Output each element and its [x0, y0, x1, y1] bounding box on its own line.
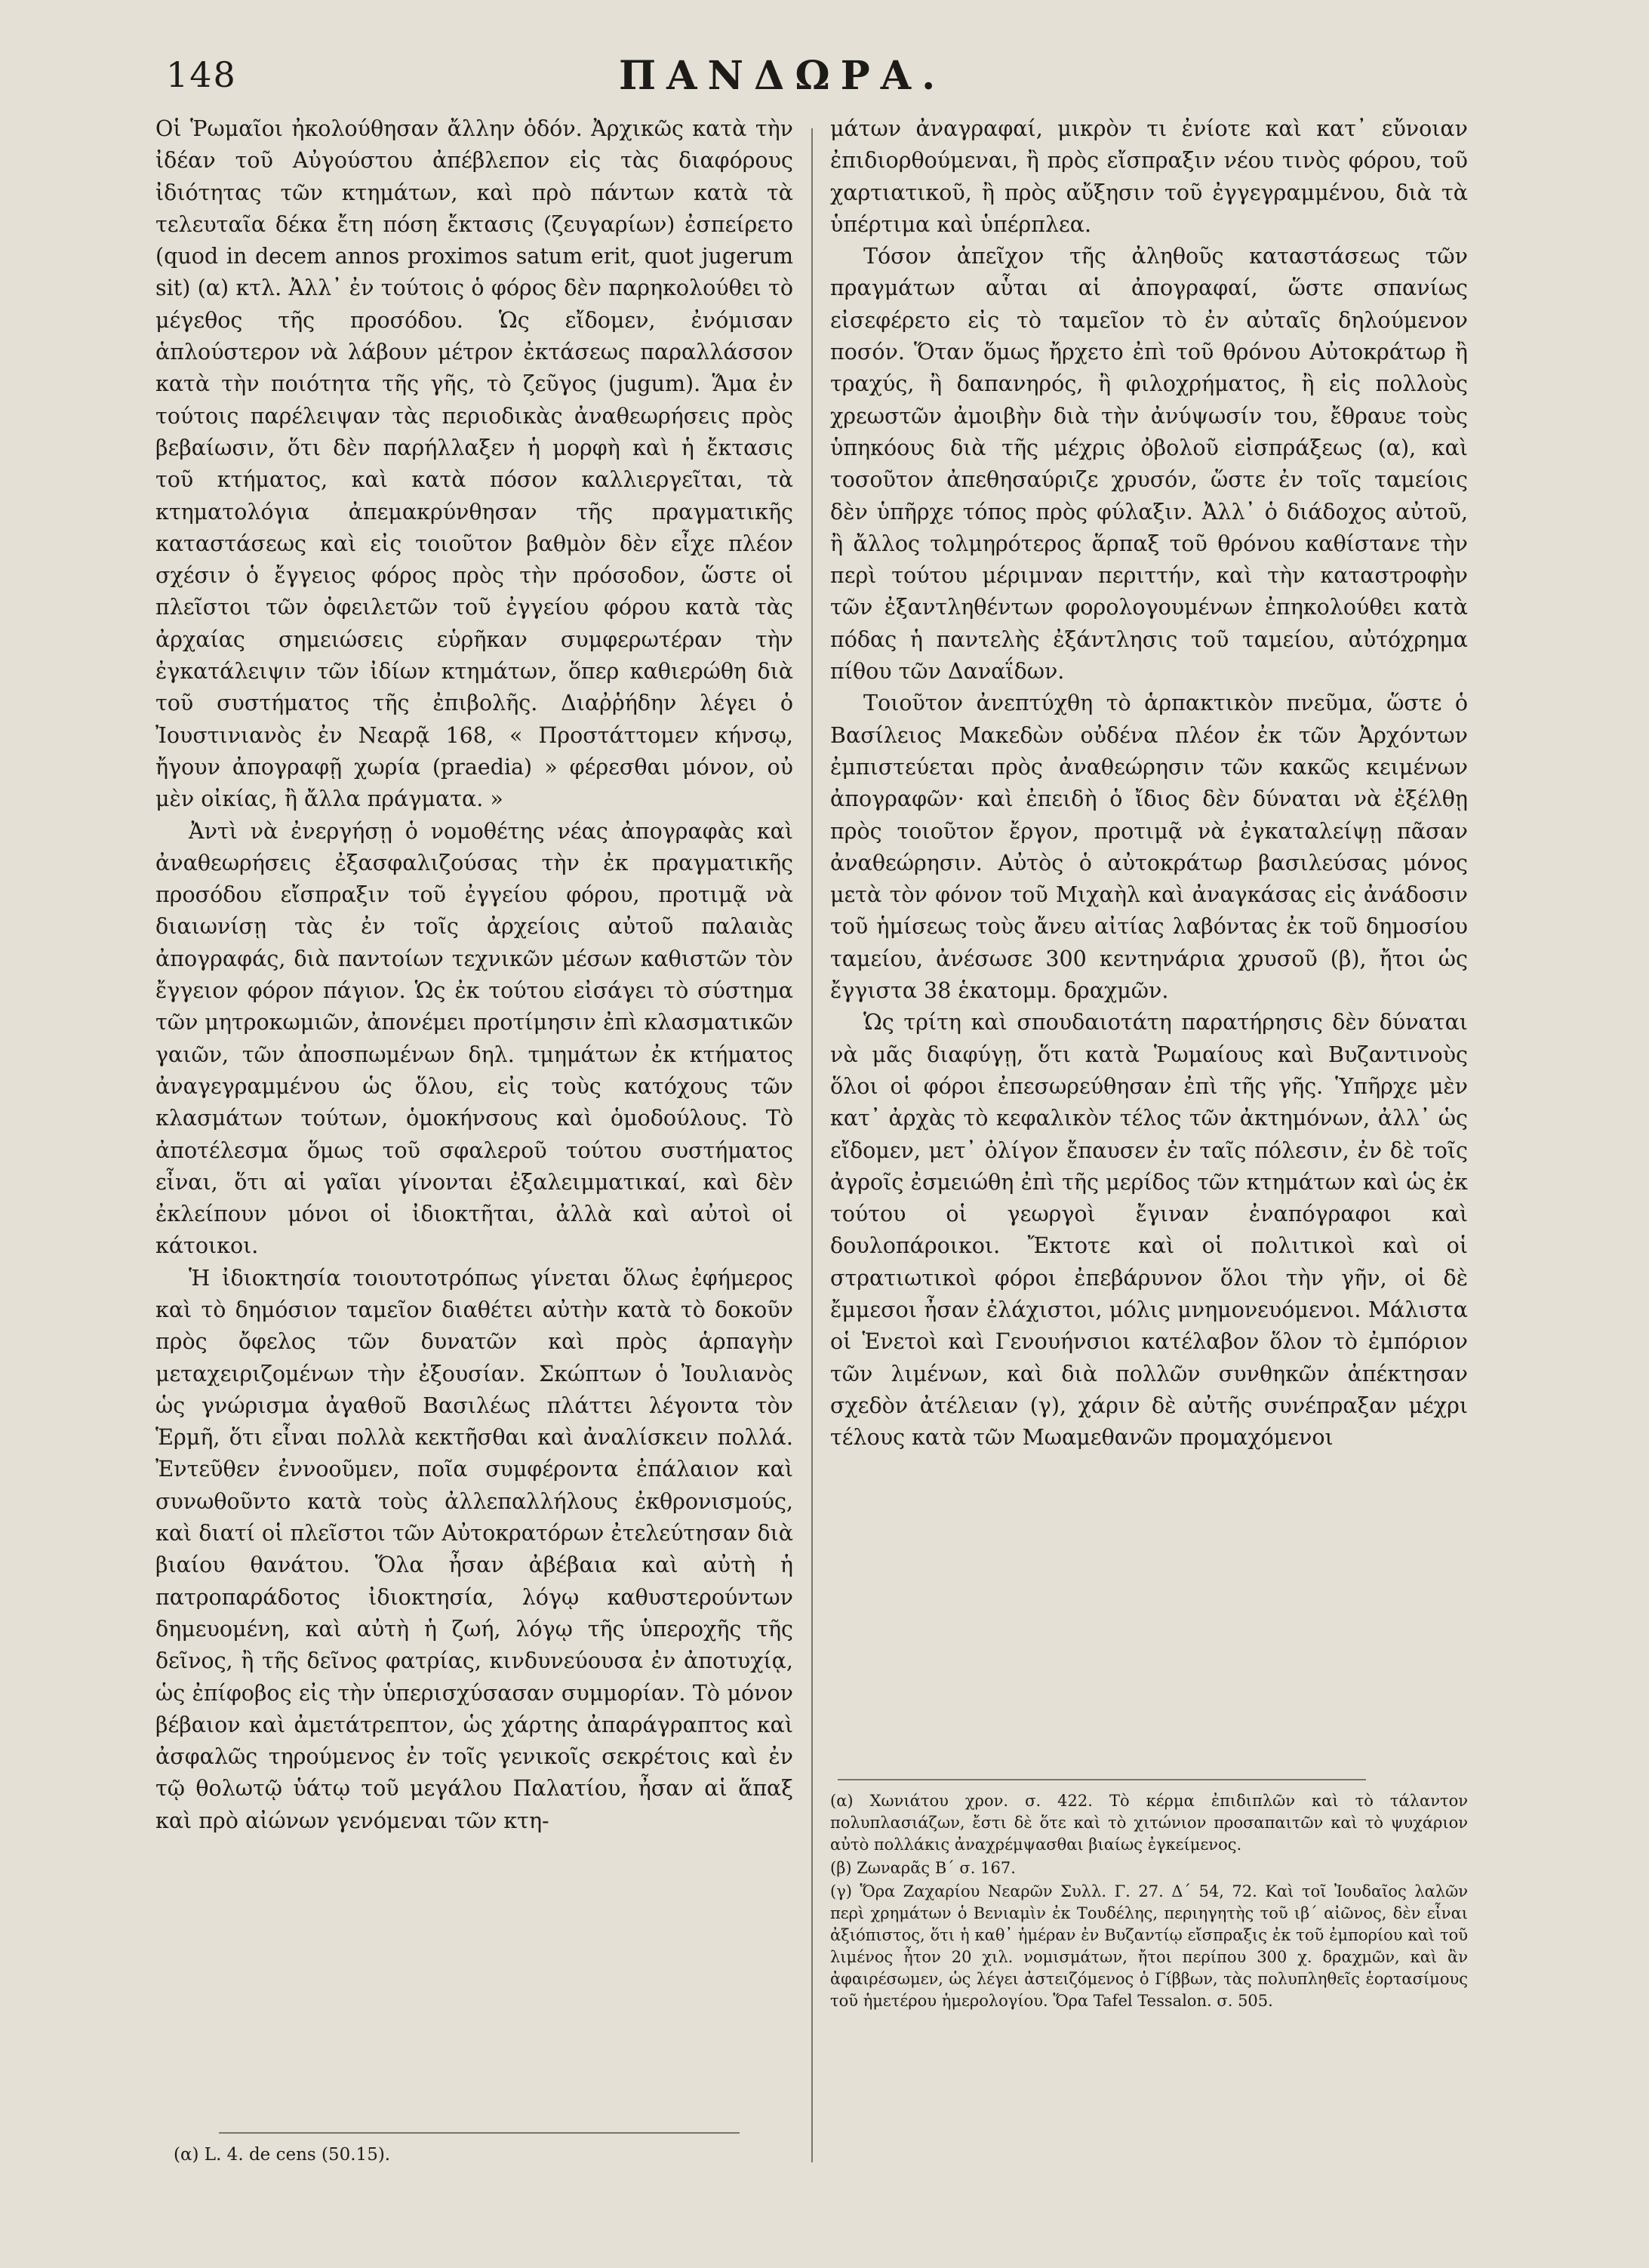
- running-title: ΠΑΝΔΩΡΑ.: [619, 53, 946, 99]
- column-divider: [811, 128, 813, 2162]
- paragraph: μάτων ἀναγραφαί, μικρὸν τι ἐνίοτε καὶ κατ᾽ εὔνοιαν ἐπιδιορθούμεναι, ἢ πρὸς εἴσπραξιν νέου τινὸς φόρου, τοῦ χαρτιατικοῦ, ἢ πρὸς αὔξησιν τοῦ ἐγγεγραμμένου, διὰ τὰ ὑπέρτιμα καὶ ὑπέρπλεα.: [830, 116, 1468, 237]
- paragraph: Ὡς τρίτη καὶ σπουδαιοτάτη παρατήρησις δὲν δύναται νὰ μᾶς διαφύγῃ, ὅτι κατὰ Ῥωμαίους καὶ Βυζαντινοὺς ὅλοι οἱ φόροι ἐπεσωρεύθησαν ἐπὶ τῆς γῆς. Ὑπῆρχε μὲν κατ᾽ ἀρχὰς τὸ κεφαλικὸν τέλος τῶν ἀκτημόνων, ἀλλ᾽ ὡς εἴδομεν, μετ᾽ ὀλίγον ἔπαυσεν ἐν ταῖς πόλεσιν, ἐν δὲ τοῖς ἀγροῖς ἐσμειώθη ἐπὶ τῆς μερίδος τῶν κτημάτων καὶ ὡς ἐκ τούτου οἱ γεωργοὶ ἔγιναν ἐναπόγραφοι καὶ δουλοπάροικοι. Ἔκτοτε καὶ οἱ πολιτικοὶ καὶ οἱ στρατιωτικοὶ φόροι ἐπεβάρυνον ὅλοι τὴν γῆν, οἱ δὲ ἔμμεσοι ἦσαν ἐλάχιστοι, μόλις μνημονευόμενοι. Μάλιστα οἱ Ἑνετοὶ καὶ Γενουήνσιοι κατέλαβον ὅλον τὸ ἐμπόριον τῶν λιμένων, καὶ διὰ πολλῶν συνθηκῶν ἀπέκτησαν σχεδὸν ἀτέλειαν (γ), χάριν δὲ αὐτῆς συνέπραξαν μέχρι τέλους κατὰ τῶν Μωαμεθανῶν προμαχόμενοι: [830, 1010, 1468, 1451]
- page-number: 148: [166, 54, 237, 95]
- paragraph: Οἱ Ῥωμαῖοι ἠκολούθησαν ἄλλην ὁδόν. Ἀρχικῶς κατὰ τὴν ἰδέαν τοῦ Αὐγούστου ἀπέβλεπον εἰς τὰς διαφόρους ἰδιότητας τῶν κτημάτων, καὶ πρὸ πάντων κατὰ τὰ τελευταῖα δέκα ἔτη πόση ἔκτασις (ζευγαρίων) ἐσπείρετο (quod in decem annos proximos satum erit, quot jugerum sit) (α) κτλ. Ἀλλ᾽ ἐν τούτοις ὁ φόρος δὲν παρηκολούθει τὸ μέγεθος τῆς προσόδου. Ὡς εἴδομεν, ἐνόμισαν ἁπλούστερον νὰ λάβουν μέτρον ἐκτάσεως παραλλάσσον κατὰ τὴν ποιότητα τῆς γῆς, τὸ ζεῦγος (jugum). Ἅμα ἐν τούτοις παρέλειψαν τὰς περιοδικὰς ἀναθεωρήσεις πρὸς βεβαίωσιν, ὅτι δὲν παρήλλαξεν ἡ μορφὴ καὶ ἡ ἔκτασις τοῦ κτήματος, καὶ κατὰ πόσον καλλιεργεῖται, τὰ κτηματολόγια ἀπεμακρύνθησαν τῆς πραγματικῆς καταστάσεως καὶ εἰς τοιοῦτον βαθμὸν δὲν εἶχε πλέον σχέσιν ὁ ἔγγειος φόρος πρὸς τὴν πρόσοδον, ὥστε οἱ πλεῖστοι τῶν ὀφειλετῶν τοῦ ἐγγείου φόρου κατὰ τὰς ἀρχαίας σημειώσεις εὑρῆκαν συμφερωτέραν τὴν ἐγκατάλειψιν τῶν ἰδίων κτημάτων, ὅπερ καθιερώθη διὰ τοῦ συστήματος τῆς ἐπιβολῆς. Διαῤῥήδην λέγει ὁ Ἰουστινιανὸς ἐν Νεαρᾷ 168, « Προστάττομεν κήνσῳ, ἤγουν ἀπογραφῇ χωρία (praedia) » φέρεσθαι μόνον, οὐ μὲν οἰκίας, ἢ ἄλλα πράγματα. »: [155, 116, 793, 812]
- footnote-left: (α) L. 4. de cens (50.15).: [174, 2145, 391, 2165]
- paragraph: Τόσον ἀπεῖχον τῆς ἀληθοῦς καταστάσεως τῶν πραγμάτων αὗται αἱ ἀπογραφαί, ὥστε σπανίως εἰσεφέρετο εἰς τὸ ταμεῖον τὸ ἐν αὐταῖς δηλούμενον ποσόν. Ὅταν ὅμως ἤρχετο ἐπὶ τοῦ θρόνου Αὐτοκράτωρ ἢ τραχύς, ἢ δαπανηρός, ἢ φιλοχρήματος, ἢ εἰς πολλοὺς χρεωστῶν ἀμοιβὴν διὰ τὴν ἀνύψωσίν του, ἔθραυε τοὺς ὑπηκόους διὰ τῆς μέχρις ὀβολοῦ εἰσπράξεως (α), καὶ τοσοῦτον ἀπεθησαύριζε χρυσόν, ὥστε ἐν τοῖς ταμείοις δὲν ὑπῆρχε τόπος πρὸς φύλαξιν. Ἀλλ᾽ ὁ διάδοχος αὐτοῦ, ἢ ἄλλος τολμηρότερος ἅρπαξ τοῦ θρόνου καθίστανε τὴν περὶ τούτου μέριμναν περιττήν, καὶ τὴν καταστροφὴν τῶν ἐξαντληθέντων φορολογουμένων ἐπηκολούθει κατὰ πόδας ἡ παντελὴς ἐξάντλησις τοῦ ταμείου, αὐτόχρημα πίθου τῶν Δαναΐδων.: [830, 244, 1468, 685]
- paragraph: Ἡ ἰδιοκτησία τοιουτοτρόπως γίνεται ὅλως ἐφήμερος καὶ τὸ δημόσιον ταμεῖον διαθέτει αὐτὴν κατὰ τὸ δοκοῦν πρὸς ὄφελος τῶν δυνατῶν καὶ πρὸς ἁρπαγὴν μεταχειριζομένων τὴν ἐξουσίαν. Σκώπτων ὁ Ἰουλιανὸς ὡς γνώρισμα ἀγαθοῦ Βασιλέως πλάττει λέγοντα τὸν Ἑρμῆ, ὅτι εἶναι πολλὰ κεκτῆσθαι καὶ ἀναλίσκειν πολλά. Ἐντεῦθεν ἐννοοῦμεν, ποῖα συμφέροντα ἐπάλαιον καὶ συνωθοῦντο κατὰ τοὺς ἀλλεπαλλήλους ἐκθρονισμούς, καὶ διατί οἱ πλεῖστοι τῶν Αὐτοκρατόρων ἐτελεύτησαν διὰ βιαίου θανάτου. Ὅλα ἦσαν ἀβέβαια καὶ αὐτὴ ἡ πατροπαράδοτος ἰδιοκτησία, λόγῳ καθυστερούντων δημευομένη, καὶ αὐτὴ ἡ ζωή, λόγῳ τῆς ὑπεροχῆς τῆς δεῖνος, ἢ τῆς δεῖνος φατρίας, κινδυνεύουσα ἐν ἀποτυχίᾳ, ὡς ἐπίφοβος εἰς τὴν ὑπερισχύσασαν συμμορίαν. Τὸ μόνον βέβαιον καὶ ἀμετάτρεπτον, ὡς χάρτης ἀπαράγραπτος καὶ ἀσφαλῶς τηρούμενος ἐν τοῖς γενικοῖς σεκρέτοις καὶ ἐν τῷ θολωτῷ ὑάτῳ τοῦ μεγάλου Παλατίου, ἦσαν αἱ ἅπαξ καὶ πρὸ αἰώνων γενόμεναι τῶν κτη-: [155, 1265, 793, 1833]
- running-head: [166, 53, 947, 99]
- paragraph: Τοιοῦτον ἀνεπτύχθη τὸ ἁρπακτικὸν πνεῦμα, ὥστε ὁ Βασίλειος Μακεδὼν οὐδένα πλέον ἐκ τῶν Ἀρχόντων ἐμπιστεύεται πρὸς ἀναθεώρησιν τῶν κακῶς κειμένων ἀπογραφῶν· καὶ ἐπειδὴ ὁ ἴδιος δὲν δύναται νὰ ἐξέλθῃ πρὸς τοιοῦτον ἔργον, προτιμᾷ νὰ ἐγκαταλείψῃ πᾶσαν ἀναθεώρησιν. Αὐτὸς ὁ αὐτοκράτωρ βασιλεύσας μόνος μετὰ τὸν φόνον τοῦ Μιχαὴλ καὶ ἀναγκάσας εἰς ἀνάδοσιν τοῦ ἡμίσεως τοὺς ἄνευ αἰτίας λαβόντας ἐκ τοῦ δημοσίου ταμείου, ἀνέσωσε 300 κεντηνάρια χρυσοῦ (β), ἤτοι ὡς ἔγγιστα 38 ἑκατομμ. δραχμῶν.: [830, 691, 1468, 1004]
- footnote: (γ) Ὅρα Ζαχαρίου Νεαρῶν Συλλ. Γ. 27. Δ΄ 54, 72. Καὶ τοῖ Ἰουδαῖος λαλῶν περὶ χρημάτων ὁ Βενιαμὶν ἐκ Τουδέλης, περιηγητὴς τοῦ ιβ΄ αἰῶνος, δὲν εἶναι ἀξιόπιστος, ὅτι ἡ καθ᾽ ἡμέραν ἐν Βυζαντίῳ εἴσπραξις ἐκ τοῦ ἐμπορίου καὶ τοῦ λιμένος ἦτον 20 χιλ. νομισμάτων, ἤτοι περίπου 300 χ. δραχμῶν, καὶ ἂν ἀφαιρέσωμεν, ὡς λέγει ἀστειζόμενος ὁ Γίββων, τὰς πολυπληθεῖς ἑορτασίμους τοῦ ἡμετέρου ἡμερολογίου. Ὅρα Tafel Tessalon. σ. 505.: [830, 1882, 1468, 2010]
- footnotes-right: [830, 1790, 1468, 2014]
- paragraph: Ἀντὶ νὰ ἐνεργήσῃ ὁ νομοθέτης νέας ἀπογραφὰς καὶ ἀναθεωρήσεις ἐξασφαλιζούσας τὴν ἐκ πραγματικῆς προσόδου εἴσπραξιν τοῦ ἐγγείου φόρου, προτιμᾷ νὰ διαιωνίσῃ τὰς ἐν τοῖς ἀρχείοις αὐτοῦ παλαιὰς ἀπογραφάς, διὰ παντοίων τεχνικῶν μέσων καθιστῶν τὸν ἔγγειον φόρον πάγιον. Ὡς ἐκ τούτου εἰσάγει τὸ σύστημα τῶν μητροκωμιῶν, ἀπονέμει προτίμησιν ἐπὶ κλασματικῶν γαιῶν, τῶν ἀποσπωμένων δηλ. τμημάτων ἐκ κτήματος ἀναγεγραμμένου ὡς ὅλου, εἰς τοὺς κατόχους τῶν κλασμάτων τούτων, ὁμοκήνσους καὶ ὁμοδούλους. Τὸ ἀποτέλεσμα ὅμως τοῦ σφαλεροῦ τούτου συστήματος εἶναι, ὅτι αἱ γαῖαι γίνονται ἐξαλειμματικαί, καὶ δὲν ἐκλείπουν μόνοι οἱ ἰδιοκτῆται, ἀλλὰ καὶ αὐτοὶ οἱ κάτοικοι.: [155, 818, 793, 1259]
- footnote-rule: [838, 1779, 1366, 1780]
- footnote: (β) Ζωναρᾶς Β΄ σ. 167.: [830, 1859, 1016, 1877]
- footnote-rule: [219, 2132, 740, 2134]
- footnote: (α) Χωνιάτου χρον. σ. 422. Τὸ κέρμα ἐπιδιπλῶν καὶ τὸ τάλαντον πολυπλασιάζων, ἔστι δὲ ὅτε καὶ τὸ χιτώνιον προσαπαιτῶν καὶ τὸ ψυχάριον αὐτὸ πολλάκις ἀναχρέμψασθαι βιαίως ἐγκείμενος.: [830, 1792, 1468, 1854]
- left-column: [155, 113, 793, 1837]
- right-column: [830, 113, 1468, 1454]
